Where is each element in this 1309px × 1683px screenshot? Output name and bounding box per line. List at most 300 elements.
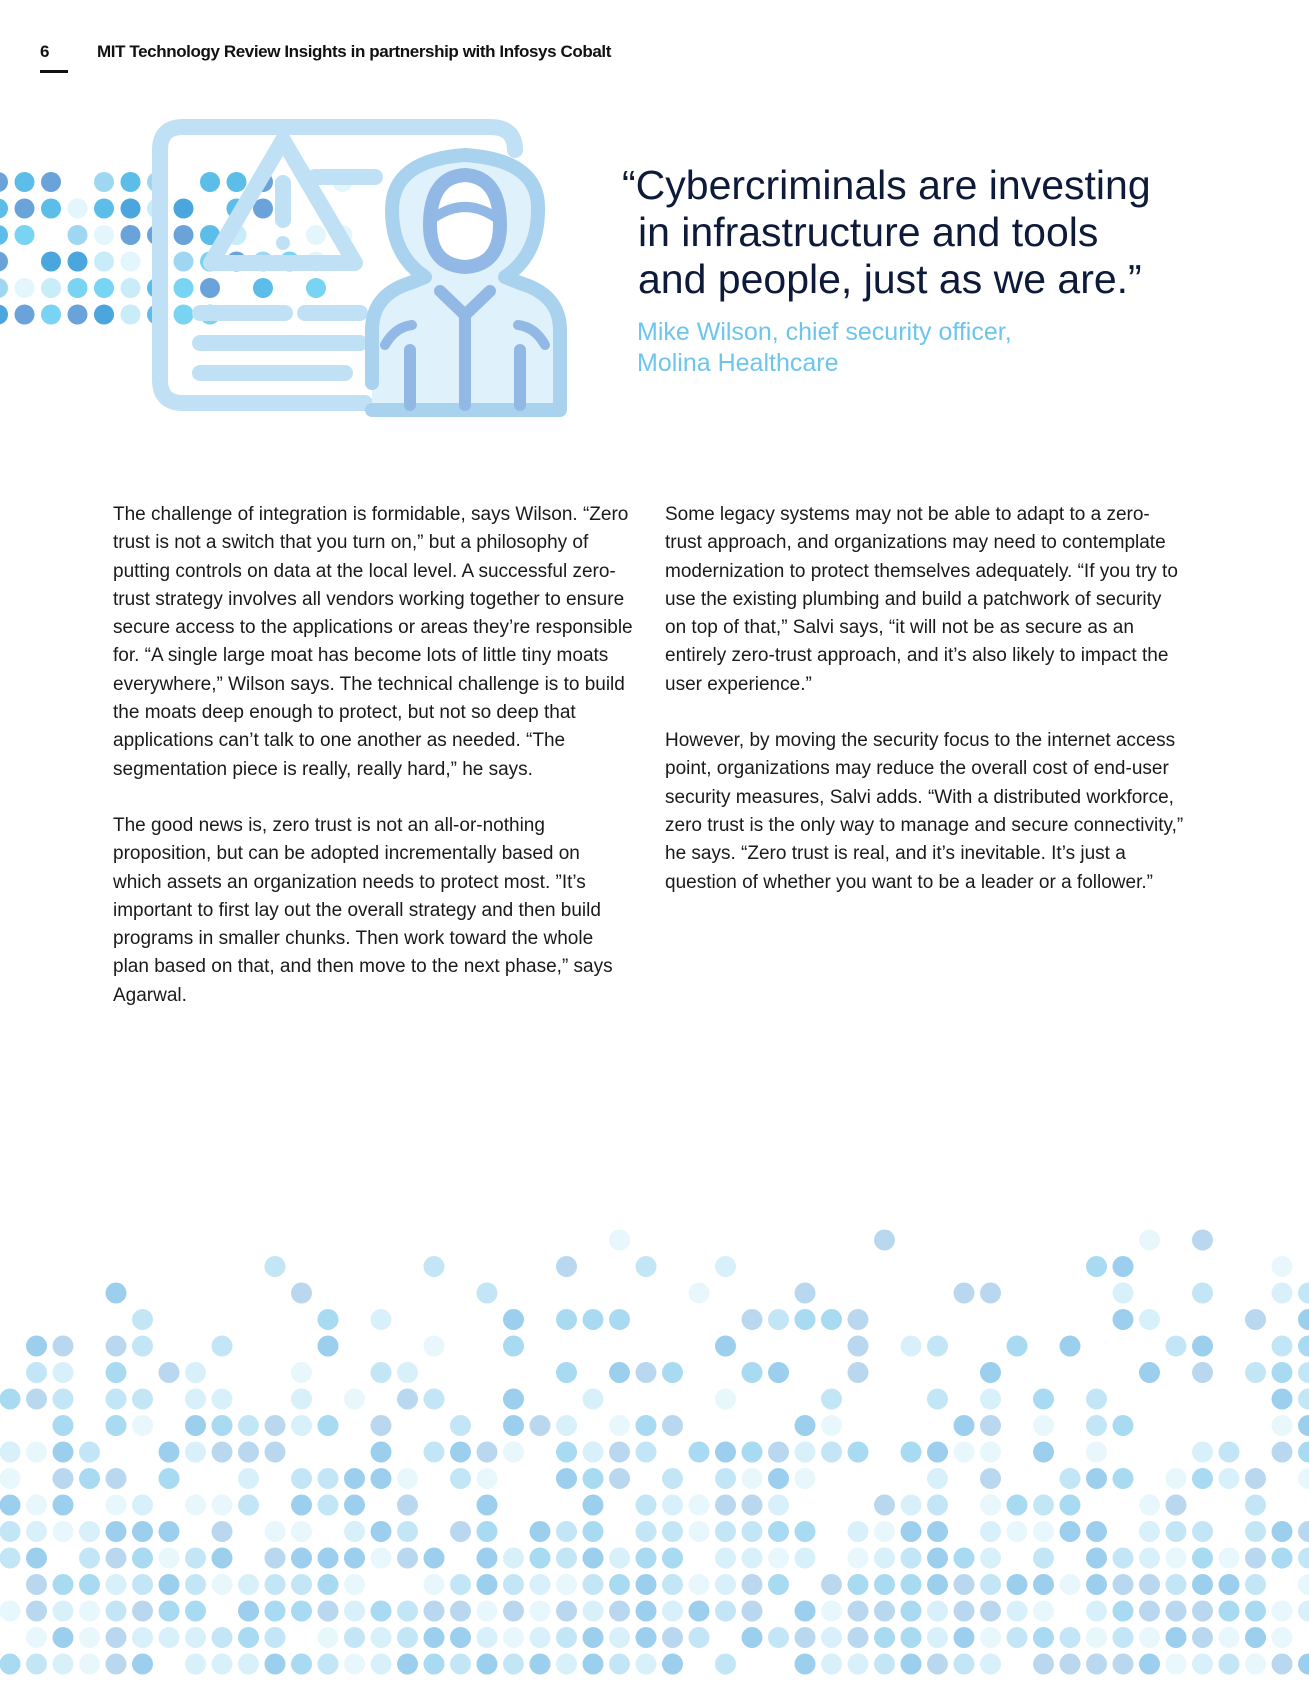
- pattern-dot: [609, 1574, 630, 1595]
- pattern-dot: [503, 1309, 524, 1330]
- pattern-dot: [68, 252, 88, 272]
- pattern-dot: [1272, 1654, 1293, 1675]
- pattern-dot: [795, 1548, 816, 1569]
- pattern-dot: [556, 1256, 577, 1277]
- pattern-dot: [0, 252, 8, 272]
- pattern-dot: [583, 1389, 604, 1410]
- pattern-dot: [26, 1442, 47, 1463]
- pattern-dot: [68, 305, 88, 325]
- pattern-dot: [742, 1468, 763, 1489]
- pattern-dot: [848, 1336, 869, 1357]
- pattern-dot: [530, 1574, 551, 1595]
- pattern-dot: [954, 1574, 975, 1595]
- pattern-dot: [636, 1521, 657, 1542]
- pattern-dot: [1166, 1521, 1187, 1542]
- pattern-dot: [556, 1574, 577, 1595]
- pattern-dot: [795, 1283, 816, 1304]
- pattern-dot: [662, 1521, 683, 1542]
- pattern-dot: [1298, 1336, 1309, 1357]
- pattern-dot: [742, 1309, 763, 1330]
- pattern-dot: [477, 1574, 498, 1595]
- pattern-dot: [0, 225, 8, 245]
- pattern-dot: [636, 1654, 657, 1675]
- pattern-dot: [397, 1627, 418, 1648]
- pattern-dot: [954, 1654, 975, 1675]
- hooded-hacker-icon: [372, 155, 560, 410]
- pattern-dot: [106, 1283, 127, 1304]
- pattern-dot: [159, 1601, 180, 1622]
- pattern-dot: [265, 1601, 286, 1622]
- pattern-dot: [1007, 1495, 1028, 1516]
- pattern-dot: [132, 1548, 153, 1569]
- pattern-dot: [874, 1230, 895, 1251]
- pattern-dot: [0, 1442, 21, 1463]
- pattern-dot: [238, 1415, 259, 1436]
- pattern-dot: [636, 1627, 657, 1648]
- quote-attribution: [637, 317, 1157, 379]
- pattern-dot: [768, 1627, 789, 1648]
- pattern-dot: [174, 278, 194, 298]
- pattern-dot: [742, 1495, 763, 1516]
- pattern-dot: [212, 1574, 233, 1595]
- pattern-dot: [848, 1627, 869, 1648]
- pattern-dot: [768, 1521, 789, 1542]
- pattern-dot: [715, 1601, 736, 1622]
- pattern-dot: [291, 1574, 312, 1595]
- pattern-dot: [291, 1521, 312, 1542]
- pattern-dot: [344, 1468, 365, 1489]
- pattern-dot: [371, 1654, 392, 1675]
- pattern-dot: [874, 1495, 895, 1516]
- attribution-line: Molina Healthcare: [637, 349, 839, 377]
- pattern-dot: [0, 199, 8, 219]
- pattern-dot: [1272, 1521, 1293, 1542]
- pattern-dot: [901, 1336, 922, 1357]
- pattern-dot: [742, 1521, 763, 1542]
- pattern-dot: [1060, 1574, 1081, 1595]
- pattern-dot: [121, 278, 141, 298]
- pattern-dot: [583, 1601, 604, 1622]
- pattern-dot: [0, 1654, 21, 1675]
- pattern-dot: [212, 1548, 233, 1569]
- pattern-dot: [212, 1521, 233, 1542]
- pattern-dot: [1113, 1256, 1134, 1277]
- pattern-dot: [874, 1548, 895, 1569]
- pattern-dot: [1245, 1309, 1266, 1330]
- pattern-dot: [503, 1336, 524, 1357]
- pattern-dot: [159, 1548, 180, 1569]
- pattern-dot: [185, 1362, 206, 1383]
- pattern-dot: [477, 1601, 498, 1622]
- pattern-dot: [0, 305, 8, 325]
- pattern-dot: [1298, 1283, 1309, 1304]
- pattern-dot: [821, 1654, 842, 1675]
- pattern-dot: [927, 1574, 948, 1595]
- pattern-dot: [821, 1627, 842, 1648]
- pattern-dot: [954, 1415, 975, 1436]
- pattern-dot: [121, 305, 141, 325]
- pattern-dot: [1219, 1548, 1240, 1569]
- pattern-dot: [450, 1468, 471, 1489]
- pattern-dot: [371, 1468, 392, 1489]
- pattern-dot: [291, 1415, 312, 1436]
- pattern-dot: [41, 305, 61, 325]
- pattern-dot: [1166, 1627, 1187, 1648]
- pattern-dot: [848, 1442, 869, 1463]
- pattern-dot: [1086, 1442, 1107, 1463]
- pattern-dot: [53, 1415, 74, 1436]
- pattern-dot: [795, 1627, 816, 1648]
- pattern-dot: [212, 1442, 233, 1463]
- pattern-dot: [174, 199, 194, 219]
- pattern-dot: [238, 1574, 259, 1595]
- pattern-dot: [927, 1548, 948, 1569]
- pattern-dot: [927, 1468, 948, 1489]
- pattern-dot: [94, 225, 114, 245]
- pattern-dot: [344, 1654, 365, 1675]
- pattern-dot: [609, 1309, 630, 1330]
- pull-quote-line: and people, just as we are.”: [638, 256, 1142, 302]
- pattern-dot: [397, 1362, 418, 1383]
- pattern-dot: [26, 1521, 47, 1542]
- pattern-dot: [662, 1495, 683, 1516]
- pattern-dot: [609, 1601, 630, 1622]
- pattern-dot: [26, 1627, 47, 1648]
- pattern-dot: [503, 1654, 524, 1675]
- pattern-dot: [344, 1574, 365, 1595]
- pattern-dot: [954, 1601, 975, 1622]
- pattern-dot: [1192, 1521, 1213, 1542]
- pattern-dot: [1272, 1256, 1293, 1277]
- pattern-dot: [954, 1442, 975, 1463]
- pattern-dot: [106, 1362, 127, 1383]
- pattern-dot: [1272, 1548, 1293, 1569]
- pattern-dot: [768, 1548, 789, 1569]
- pattern-dot: [795, 1521, 816, 1542]
- pattern-dot: [15, 278, 35, 298]
- pattern-dot: [556, 1468, 577, 1489]
- pattern-dot: [556, 1442, 577, 1463]
- pattern-dot: [848, 1362, 869, 1383]
- pattern-dot: [980, 1283, 1001, 1304]
- pattern-dot: [159, 1362, 180, 1383]
- pattern-dot: [371, 1362, 392, 1383]
- pattern-dot: [318, 1627, 339, 1648]
- pattern-dot: [94, 278, 114, 298]
- pattern-dot: [1192, 1362, 1213, 1383]
- pattern-dot: [318, 1548, 339, 1569]
- pattern-dot: [185, 1574, 206, 1595]
- pattern-dot: [609, 1468, 630, 1489]
- pattern-dot: [1033, 1389, 1054, 1410]
- pattern-dot: [53, 1654, 74, 1675]
- pattern-dot: [689, 1442, 710, 1463]
- pattern-dot: [1086, 1468, 1107, 1489]
- pattern-dot: [344, 1495, 365, 1516]
- pattern-dot: [1139, 1627, 1160, 1648]
- pattern-dot: [212, 1415, 233, 1436]
- pattern-dot: [556, 1601, 577, 1622]
- pattern-dot: [954, 1627, 975, 1648]
- pattern-dot: [291, 1601, 312, 1622]
- pattern-dot: [253, 278, 273, 298]
- pattern-dot: [636, 1415, 657, 1436]
- pattern-dot: [212, 1654, 233, 1675]
- pattern-dot: [715, 1495, 736, 1516]
- pattern-dot: [1033, 1574, 1054, 1595]
- pattern-dot: [1033, 1442, 1054, 1463]
- pattern-dot: [1060, 1495, 1081, 1516]
- pattern-dot: [159, 1574, 180, 1595]
- pattern-dot: [901, 1521, 922, 1542]
- pattern-dot: [318, 1336, 339, 1357]
- pattern-dot: [1298, 1601, 1309, 1622]
- pattern-dot: [53, 1362, 74, 1383]
- pattern-dot: [15, 225, 35, 245]
- pattern-dot: [53, 1389, 74, 1410]
- pattern-dot: [715, 1442, 736, 1463]
- pattern-dot: [1245, 1654, 1266, 1675]
- pattern-dot: [583, 1521, 604, 1542]
- pattern-dot: [424, 1574, 445, 1595]
- pattern-dot: [1245, 1601, 1266, 1622]
- pattern-dot: [106, 1601, 127, 1622]
- pattern-dot: [636, 1601, 657, 1622]
- pattern-dot: [1060, 1654, 1081, 1675]
- pattern-dot: [41, 278, 61, 298]
- pattern-dot: [530, 1601, 551, 1622]
- pattern-dot: [1298, 1468, 1309, 1489]
- pattern-dot: [26, 1548, 47, 1569]
- pattern-dot: [1139, 1495, 1160, 1516]
- pattern-dot: [583, 1442, 604, 1463]
- pattern-dot: [26, 1362, 47, 1383]
- pattern-dot: [238, 1654, 259, 1675]
- pattern-dot: [265, 1574, 286, 1595]
- pattern-dot: [1192, 1601, 1213, 1622]
- pattern-dot: [344, 1521, 365, 1542]
- pattern-dot: [556, 1309, 577, 1330]
- pattern-dot: [94, 199, 114, 219]
- pattern-dot: [306, 278, 326, 298]
- pattern-dot: [212, 1336, 233, 1357]
- pattern-dot: [1192, 1654, 1213, 1675]
- pattern-dot: [768, 1495, 789, 1516]
- pattern-dot: [1139, 1548, 1160, 1569]
- pattern-dot: [306, 225, 326, 245]
- pattern-dot: [1192, 1230, 1213, 1251]
- pattern-dot: [1272, 1389, 1293, 1410]
- body-paragraph: Some legacy systems may not be able to adapt to a zero-trust approach, and organizations may need to contemplate modernization to protect themselves adequately. “If you try to use the existing plumbing and build a patchwork of security on top of that,” Salvi says, “it will not be as secure as an entirely zero-trust approach, and it’s also likely to impact the user experience.”: [665, 504, 1178, 695]
- pattern-dot: [1192, 1283, 1213, 1304]
- pattern-dot: [53, 1442, 74, 1463]
- pattern-dot: [265, 1442, 286, 1463]
- pattern-dot: [132, 1627, 153, 1648]
- pattern-dot: [1272, 1442, 1293, 1463]
- pattern-dot: [79, 1442, 100, 1463]
- pattern-dot: [1139, 1309, 1160, 1330]
- pattern-dot: [1166, 1336, 1187, 1357]
- pattern-dot: [1139, 1521, 1160, 1542]
- pattern-dot: [503, 1442, 524, 1463]
- pattern-dot: [450, 1574, 471, 1595]
- pattern-dot: [1245, 1627, 1266, 1648]
- pattern-dot: [980, 1574, 1001, 1595]
- pattern-dot: [132, 1336, 153, 1357]
- pattern-dot: [200, 172, 220, 192]
- pattern-dot: [1113, 1468, 1134, 1489]
- pattern-dot: [371, 1521, 392, 1542]
- pattern-dot: [954, 1548, 975, 1569]
- pattern-dot: [53, 1601, 74, 1622]
- pattern-dot: [503, 1548, 524, 1569]
- pattern-dot: [132, 1495, 153, 1516]
- pattern-dot: [0, 1548, 21, 1569]
- pattern-dot: [477, 1654, 498, 1675]
- pattern-dot: [848, 1601, 869, 1622]
- pattern-dot: [901, 1601, 922, 1622]
- pattern-dot: [848, 1309, 869, 1330]
- pattern-dot: [477, 1495, 498, 1516]
- pull-quote-line: “Cybercriminals are investing: [622, 162, 1151, 208]
- pattern-dot: [1192, 1574, 1213, 1595]
- pattern-dot: [68, 199, 88, 219]
- pattern-dot: [265, 1415, 286, 1436]
- pattern-dot: [1007, 1601, 1028, 1622]
- pattern-dot: [742, 1627, 763, 1648]
- pattern-dot: [715, 1548, 736, 1569]
- pattern-dot: [174, 225, 194, 245]
- pattern-dot: [0, 1521, 21, 1542]
- pattern-dot: [265, 1654, 286, 1675]
- pattern-dot: [715, 1468, 736, 1489]
- pattern-dot: [174, 305, 194, 325]
- pattern-dot: [636, 1574, 657, 1595]
- pattern-dot: [238, 1627, 259, 1648]
- pattern-dot: [79, 1627, 100, 1648]
- pattern-dot: [424, 1336, 445, 1357]
- pattern-dot: [291, 1389, 312, 1410]
- pattern-dot: [1166, 1601, 1187, 1622]
- pattern-dot: [689, 1601, 710, 1622]
- pattern-dot: [821, 1574, 842, 1595]
- pattern-dot: [450, 1627, 471, 1648]
- pattern-dot: [1192, 1548, 1213, 1569]
- pattern-dot: [106, 1521, 127, 1542]
- pattern-dot: [742, 1601, 763, 1622]
- pattern-dot: [583, 1495, 604, 1516]
- pattern-dot: [106, 1415, 127, 1436]
- pattern-dot: [1033, 1495, 1054, 1516]
- pattern-dot: [159, 1627, 180, 1648]
- pattern-dot: [477, 1627, 498, 1648]
- pattern-dot: [424, 1548, 445, 1569]
- pattern-dot: [1086, 1548, 1107, 1569]
- pattern-dot: [79, 1548, 100, 1569]
- pattern-dot: [79, 1468, 100, 1489]
- pattern-dot: [121, 172, 141, 192]
- pattern-dot: [79, 1601, 100, 1622]
- pattern-dot: [121, 199, 141, 219]
- pattern-dot: [689, 1574, 710, 1595]
- pattern-dot: [397, 1521, 418, 1542]
- pattern-dot: [636, 1362, 657, 1383]
- pattern-dot: [874, 1574, 895, 1595]
- pattern-dot: [901, 1654, 922, 1675]
- pattern-dot: [503, 1415, 524, 1436]
- pattern-dot: [1007, 1336, 1028, 1357]
- pattern-dot: [1007, 1574, 1028, 1595]
- pattern-dot: [980, 1654, 1001, 1675]
- pattern-dot: [450, 1521, 471, 1542]
- pattern-dot: [848, 1521, 869, 1542]
- pattern-dot: [874, 1627, 895, 1648]
- pattern-dot: [1272, 1362, 1293, 1383]
- pattern-dot: [41, 252, 61, 272]
- pattern-dot: [94, 305, 114, 325]
- pattern-dot: [1298, 1362, 1309, 1383]
- pattern-dot: [1139, 1362, 1160, 1383]
- pattern-dot: [185, 1442, 206, 1463]
- pattern-dot: [821, 1309, 842, 1330]
- pattern-dot: [662, 1362, 683, 1383]
- pattern-dot: [450, 1654, 471, 1675]
- pattern-dot: [477, 1521, 498, 1542]
- pattern-dot: [1298, 1415, 1309, 1436]
- pattern-dot: [291, 1468, 312, 1489]
- pattern-dot: [768, 1574, 789, 1595]
- pattern-dot: [689, 1283, 710, 1304]
- pattern-dot: [238, 1442, 259, 1463]
- pattern-dot: [795, 1415, 816, 1436]
- pattern-dot: [106, 1548, 127, 1569]
- pattern-dot: [980, 1362, 1001, 1383]
- pattern-dot: [874, 1654, 895, 1675]
- pattern-dot: [291, 1283, 312, 1304]
- pattern-dot: [1245, 1362, 1266, 1383]
- pattern-dot: [371, 1601, 392, 1622]
- pattern-dot: [821, 1442, 842, 1463]
- pattern-dot: [0, 278, 8, 298]
- pattern-dot: [503, 1627, 524, 1648]
- pattern-dot: [41, 172, 61, 192]
- pattern-dot: [371, 1442, 392, 1463]
- pattern-dot: [1113, 1627, 1134, 1648]
- pattern-dot: [424, 1627, 445, 1648]
- pattern-dot: [174, 252, 194, 272]
- pattern-dot: [927, 1442, 948, 1463]
- pattern-dot: [397, 1654, 418, 1675]
- pattern-dot: [212, 1627, 233, 1648]
- pattern-dot: [106, 1495, 127, 1516]
- pattern-dot: [583, 1627, 604, 1648]
- pattern-dot: [68, 278, 88, 298]
- pattern-dot: [291, 1362, 312, 1383]
- pattern-dot: [636, 1256, 657, 1277]
- pattern-dot: [26, 1336, 47, 1357]
- pattern-dot: [94, 252, 114, 272]
- pattern-dot: [477, 1283, 498, 1304]
- body-column-right: [665, 501, 1185, 925]
- pattern-dot: [768, 1362, 789, 1383]
- pattern-dot: [424, 1389, 445, 1410]
- pattern-dot: [79, 1654, 100, 1675]
- pattern-dot: [636, 1495, 657, 1516]
- pattern-dot: [1113, 1601, 1134, 1622]
- pattern-dot: [397, 1468, 418, 1489]
- pattern-dot: [1086, 1627, 1107, 1648]
- pattern-dot: [1166, 1495, 1187, 1516]
